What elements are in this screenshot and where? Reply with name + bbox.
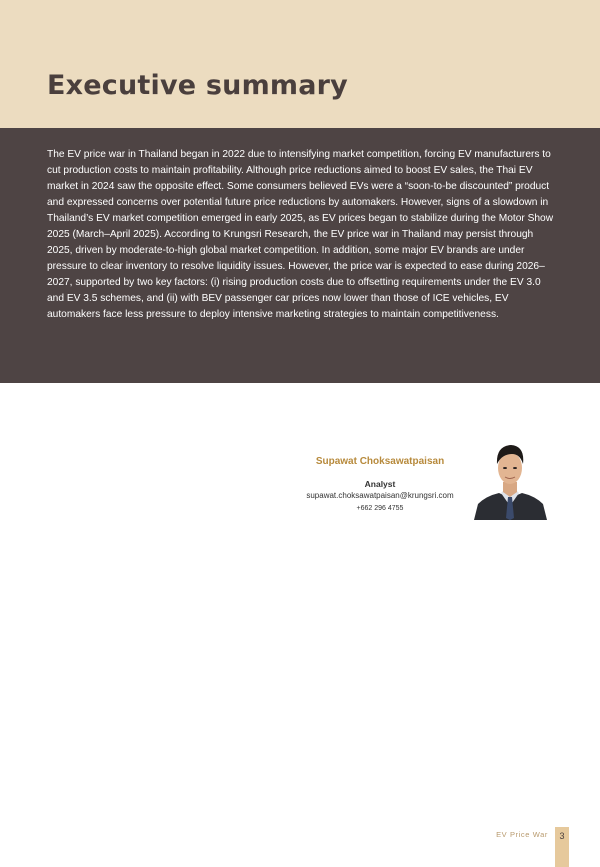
summary-paragraph: The EV price war in Thailand began in 2022 due to intensifying market competition, forcing EV manufacturers to cut production costs to maintain profitability. Although price reductions aimed to boost EV sales, the Thai EV market in 2024 saw the opposite effect. Some consumers believed EVs were a “soon-to-be discounted” product and expressed concerns over potential future price reductions by automakers. However, signs of a slowdown in Thailand’s EV market competition emerged in early 2025, as EV prices began to stabilize during the Motor Show 2025 (March–April 2025). According to Krungsri Research, the EV price war in Thailand may persist through 2025, driven by moderate-to-high global market competition. In addition, some major EV brands are under pressure to clear inventory to resolve liquidity issues. However, the price war is expected to ease during 2026–2027, supported by two key factors: (i) rising production costs due to offsetting requirements under the EV 3.0 and EV 3.5 schemes, and (ii) with BEV passenger car prices now lower than those of ICE vehicles, EV automakers face less pressure to deploy intensive marketing strategies to maintain competitiveness. bbox=[47, 149, 554, 320]
footer-report-label: EV Price War bbox=[496, 830, 548, 839]
analyst-portrait-icon bbox=[472, 440, 549, 520]
analyst-role: Analyst bbox=[364, 479, 396, 489]
analyst-contact-block bbox=[300, 452, 460, 512]
analyst-email[interactable]: supawat.choksawatpaisan@krungsri.com bbox=[306, 491, 454, 500]
page-number-tab bbox=[555, 827, 569, 867]
header-band bbox=[0, 0, 600, 128]
analyst-name: Supawat Choksawatpaisan bbox=[315, 456, 445, 467]
analyst-photo bbox=[472, 440, 549, 520]
page-title: Executive summary bbox=[47, 70, 348, 101]
page-number: 3 bbox=[559, 831, 565, 841]
analyst-phone: +662 296 4755 bbox=[356, 505, 404, 512]
